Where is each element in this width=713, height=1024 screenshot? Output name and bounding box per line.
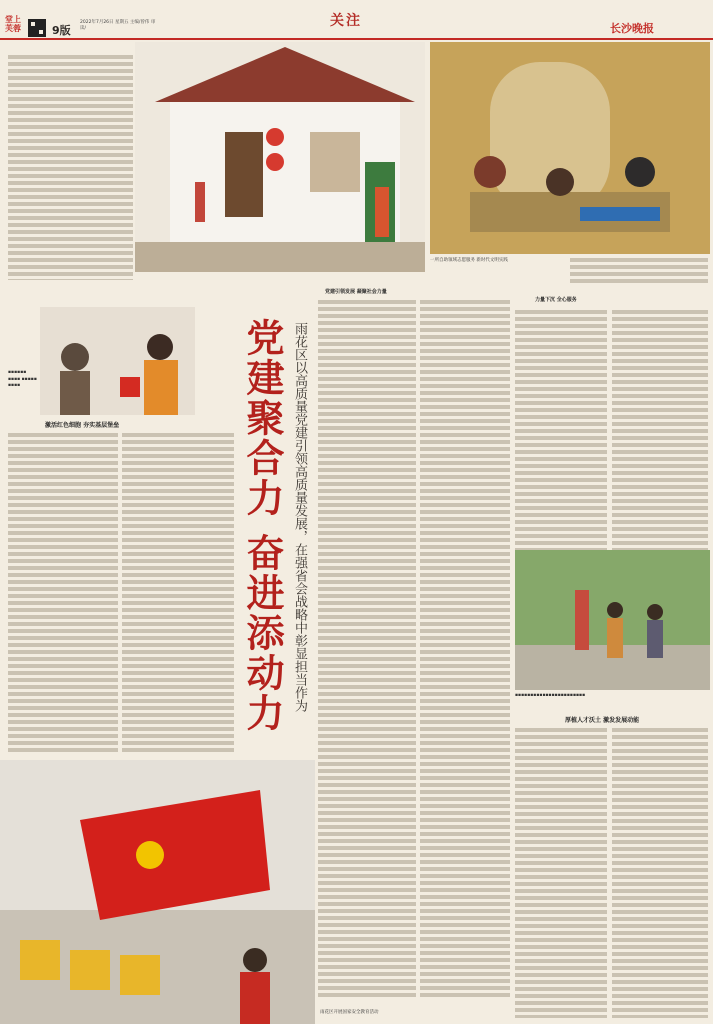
right-text-col-2 [612, 310, 708, 550]
photo-caption-garden: ▪▪▪▪▪▪▪▪▪▪▪▪▪▪▪▪▪▪▪▪▪▪▪ [515, 693, 586, 698]
photo-flag-event [0, 760, 315, 1024]
edition-number: 9版 [52, 24, 71, 37]
house-illustration [135, 42, 425, 272]
main-subheadline: 雨花区以高质量党建引领高质量发展，在强省会战略中彰显担当作为 [292, 322, 307, 712]
photo-caption-right [570, 258, 708, 283]
newspaper-logo: 长沙晚报 [610, 22, 654, 35]
section-heading-1: 激活红色细胞 夯实基层堡垒 [45, 422, 120, 429]
flag-illustration [0, 760, 315, 1024]
center-text-col-2 [420, 300, 510, 1000]
volunteers-illustration [40, 307, 195, 415]
photo-caption-top: 一所自助领域志愿服务 新时代文明实践 [430, 258, 508, 263]
main-headline: 党建聚合力 奋进添动力 [240, 318, 285, 734]
header-rule [0, 38, 713, 40]
photo-garden [515, 550, 710, 690]
photo-volunteers [40, 307, 195, 415]
photo-caption-bottom: 雨花区开展国家安全教育活动 [320, 1010, 379, 1015]
photo-meeting [430, 42, 710, 254]
issue-meta: 2022年7月26日 星期五 主编/曾伟 审读/ [80, 20, 156, 31]
section-heading-2: 党建引领发展 凝聚社会力量 [325, 289, 387, 295]
section-badge: 堂上 芙蓉 [5, 15, 21, 33]
qr-code-icon [28, 19, 46, 37]
left-text-col-2 [122, 433, 234, 755]
center-text-col-1 [318, 300, 416, 1000]
meeting-illustration [430, 42, 710, 254]
left-text-col-1 [8, 433, 118, 755]
right-text-col-3 [515, 728, 607, 1018]
page-title: 关注 [330, 13, 362, 29]
right-text-col-4 [612, 728, 708, 1018]
section-heading-4: 厚植人才沃土 激发发展动能 [565, 717, 640, 724]
photo-caption-left: ▪▪▪▪▪▪ ▪▪▪▪ ▪▪▪▪▪ ▪▪▪▪ [8, 370, 37, 388]
right-text-col-1 [515, 310, 607, 550]
page-header [0, 0, 713, 40]
photo-house [135, 42, 425, 272]
garden-illustration [515, 550, 710, 690]
intro-text-block [8, 55, 133, 280]
section-heading-3: 力量下沉 全心服务 [535, 297, 577, 303]
